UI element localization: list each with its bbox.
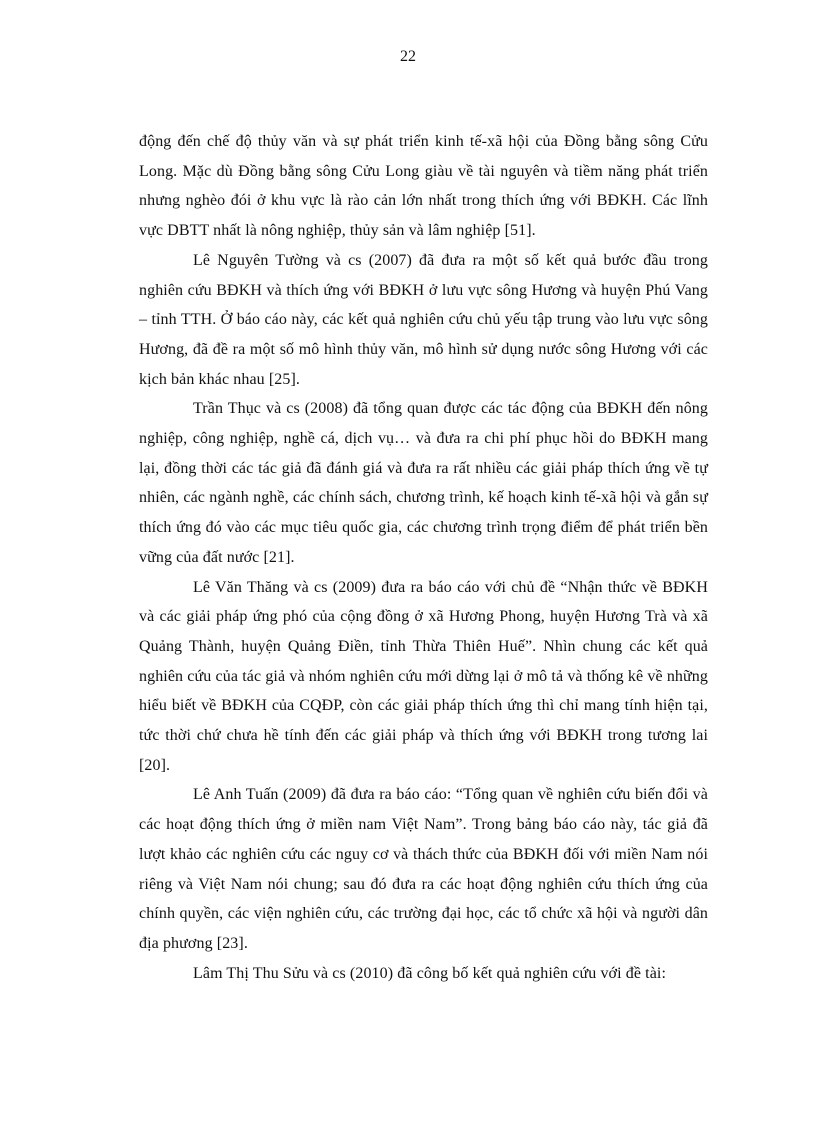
- paragraph-2: Lê Nguyên Tường và cs (2007) đã đưa ra một số kết quả bước đầu trong nghiên cứu BĐKH và thích ứng với BĐKH ở lưu vực sông Hương và huyện Phú Vang – tỉnh TTH. Ở báo cáo này, các kết quả nghiên cứu chủ yếu tập trung vào lưu vực sông Hương, đã đề ra một số mô hình thủy văn, mô hình sử dụng nước sông Hương với các kịch bản khác nhau [25].: [139, 251, 708, 388]
- document-body: [139, 127, 708, 988]
- paragraph-6: Lâm Thị Thu Sửu và cs (2010) đã công bố kết quả nghiên cứu với đề tài:: [193, 964, 667, 982]
- page-number: 22: [400, 48, 416, 65]
- paragraph-4: Lê Văn Thăng và cs (2009) đưa ra báo cáo với chủ đề “Nhận thức về BĐKH và các giải pháp ứng phó của cộng đồng ở xã Hương Phong, huyện Hương Trà và xã Quảng Thành, huyện Quảng Điền, tỉnh Thừa Thiên Huế”. Nhìn chung các kết quả nghiên cứu của tác giả và nhóm nghiên cứu mới dừng lại ở mô tả và thống kê về những hiểu biết về BĐKH của CQĐP, còn các giải pháp thích ứng thì chỉ mang tính hiện tại, tức thời chứ chưa hề tính đến các giải pháp và thích ứng với BĐKH trong tương lai [20].: [139, 578, 708, 774]
- paragraph-5: Lê Anh Tuấn (2009) đã đưa ra báo cáo: “Tổng quan về nghiên cứu biến đổi và các hoạt động thích ứng ở miền nam Việt Nam”. Trong bảng báo cáo này, tác giả đã lượt khảo các nghiên cứu các nguy cơ và thách thức của BĐKH đối với miền Nam nói riêng và Việt Nam nói chung; sau đó đưa ra các hoạt động nghiên cứu thích ứng của chính quyền, các viện nghiên cứu, các trường đại học, các tổ chức xã hội và người dân địa phương [23].: [139, 786, 708, 952]
- paragraph-3: Trần Thục và cs (2008) đã tổng quan được các tác động của BĐKH đến nông nghiệp, công nghiệp, nghề cá, dịch vụ… và đưa ra chi phí phục hồi do BĐKH mang lại, đồng thời các tác giả đã đánh giá và đưa ra rất nhiều các giải pháp thích ứng về tự nhiên, các ngành nghề, các chính sách, chương trình, kế hoạch kinh tế-xã hội và gắn sự thích ứng đó vào các mục tiêu quốc gia, các chương trình trọng điểm để phát triển bền vững của đất nước [21].: [139, 400, 708, 566]
- paragraph-1: động đến chế độ thủy văn và sự phát triển kinh tế-xã hội của Đồng bằng sông Cửu Long. Mặc dù Đồng bằng sông Cửu Long giàu về tài nguyên và tiềm năng phát triển nhưng nghèo đói ở khu vực là rào cản lớn nhất trong thích ứng với BĐKH. Các lĩnh vực DBTT nhất là nông nghiệp, thủy sản và lâm nghiệp [51].: [139, 133, 708, 240]
